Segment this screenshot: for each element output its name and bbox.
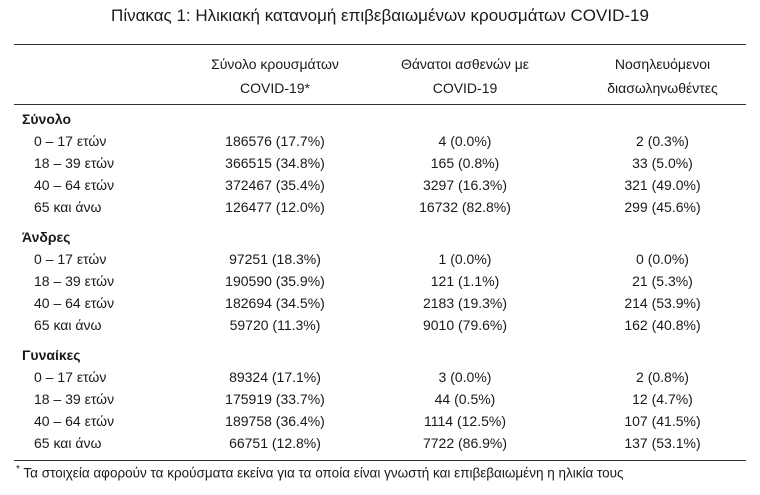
column-header-line: Νοσηλευόμενοι <box>614 56 711 72</box>
cases-cell: 175919 (33.7%) <box>225 391 325 407</box>
cases-cell: 372467 (35.4%) <box>225 177 325 193</box>
cases-cell: 190590 (35.9%) <box>225 273 325 289</box>
column-header-line: διασωληνωθέντες <box>607 80 718 96</box>
deaths-cell: 2183 (19.3%) <box>422 295 508 311</box>
intubated-cell: 321 (49.0%) <box>624 177 701 193</box>
deaths-cell: 44 (0.5%) <box>434 391 496 407</box>
column-header-intubated <box>580 52 745 100</box>
group-title: Γυναίκες <box>22 347 81 363</box>
intubated-cell: 137 (53.1%) <box>624 435 701 451</box>
intubated-cell: 21 (5.3%) <box>632 273 693 289</box>
deaths-cell: 7722 (86.9%) <box>422 435 508 451</box>
cases-cell: 126477 (12.0%) <box>225 199 325 215</box>
group-women <box>20 344 750 454</box>
intubated-cell: 12 (4.7%) <box>632 391 693 407</box>
cases-cell: 97251 (18.3%) <box>229 251 321 267</box>
table-row <box>20 196 750 218</box>
top-rule <box>14 44 746 45</box>
table-row <box>20 410 750 432</box>
intubated-cell: 2 (0.8%) <box>636 369 689 385</box>
table-row <box>20 432 750 454</box>
cases-cell: 66751 (12.8%) <box>229 435 321 451</box>
table-row <box>20 130 750 152</box>
intubated-cell: 299 (45.6%) <box>624 199 701 215</box>
intubated-cell: 33 (5.0%) <box>632 155 693 171</box>
row-label: 18 – 39 ετών <box>34 155 115 171</box>
group-title: Άνδρες <box>22 229 71 245</box>
footnote-marker: * <box>16 464 20 475</box>
intubated-cell: 214 (53.9%) <box>624 295 701 311</box>
cases-cell: 186576 (17.7%) <box>225 133 325 149</box>
intubated-cell: 2 (0.3%) <box>636 133 689 149</box>
row-label: 0 – 17 ετών <box>34 251 107 267</box>
group-title: Σύνολο <box>22 111 72 127</box>
deaths-cell: 121 (1.1%) <box>430 273 500 289</box>
row-label: 40 – 64 ετών <box>34 295 115 311</box>
table-row <box>20 174 750 196</box>
table-row <box>20 270 750 292</box>
table-row <box>20 248 750 270</box>
cases-cell: 189758 (36.4%) <box>225 413 325 429</box>
cases-cell: 59720 (11.3%) <box>229 317 321 333</box>
cases-cell: 182694 (34.5%) <box>225 295 325 311</box>
deaths-cell: 9010 (79.6%) <box>422 317 508 333</box>
row-label: 18 – 39 ετών <box>34 391 115 407</box>
column-header-line: COVID-19* <box>239 80 311 96</box>
table-title: Πίνακας 1: Ηλικιακή κατανομή επιβεβαιωμένων κρουσμάτων COVID-19 <box>111 6 649 25</box>
cases-cell: 366515 (34.8%) <box>225 155 325 171</box>
deaths-cell: 3297 (16.3%) <box>422 177 508 193</box>
header-rule <box>14 104 746 105</box>
row-label: 65 και άνω <box>34 317 102 333</box>
row-label: 0 – 17 ετών <box>34 369 107 385</box>
row-label: 40 – 64 ετών <box>34 413 115 429</box>
footnote <box>16 464 624 481</box>
intubated-cell: 107 (41.5%) <box>624 413 701 429</box>
deaths-cell: 4 (0.0%) <box>438 133 492 149</box>
row-label: 18 – 39 ετών <box>34 273 115 289</box>
table-row <box>20 366 750 388</box>
intubated-cell: 0 (0.0%) <box>636 251 689 267</box>
table-row <box>20 388 750 410</box>
row-label: 65 και άνω <box>34 435 102 451</box>
column-header-total-cases <box>200 52 350 100</box>
deaths-cell: 3 (0.0%) <box>438 369 492 385</box>
deaths-cell: 16732 (82.8%) <box>419 199 511 215</box>
column-header-line: Θάνατοι ασθενών με <box>400 56 530 72</box>
intubated-cell: 162 (40.8%) <box>624 317 701 333</box>
cases-cell: 89324 (17.1%) <box>229 369 321 385</box>
table-row <box>20 152 750 174</box>
column-header-line: Σύνολο κρουσμάτων <box>211 56 339 72</box>
column-header-line: COVID-19 <box>432 80 498 96</box>
table-row <box>20 314 750 336</box>
deaths-cell: 1 (0.0%) <box>438 251 492 267</box>
deaths-cell: 165 (0.8%) <box>430 155 500 171</box>
group-total <box>20 108 750 218</box>
column-header-deaths <box>385 52 545 100</box>
bottom-rule <box>14 460 746 461</box>
row-label: 65 και άνω <box>34 199 102 215</box>
table-row <box>20 292 750 314</box>
group-men <box>20 226 750 336</box>
deaths-cell: 1114 (12.5%) <box>424 413 506 429</box>
footnote-text: Τα στοιχεία αφορούν τα κρούσματα εκείνα για τα οποία είναι γνωστή και επιβεβαιωμένη η ηλικία τους <box>23 465 624 481</box>
row-label: 40 – 64 ετών <box>34 177 115 193</box>
row-label: 0 – 17 ετών <box>34 133 107 149</box>
